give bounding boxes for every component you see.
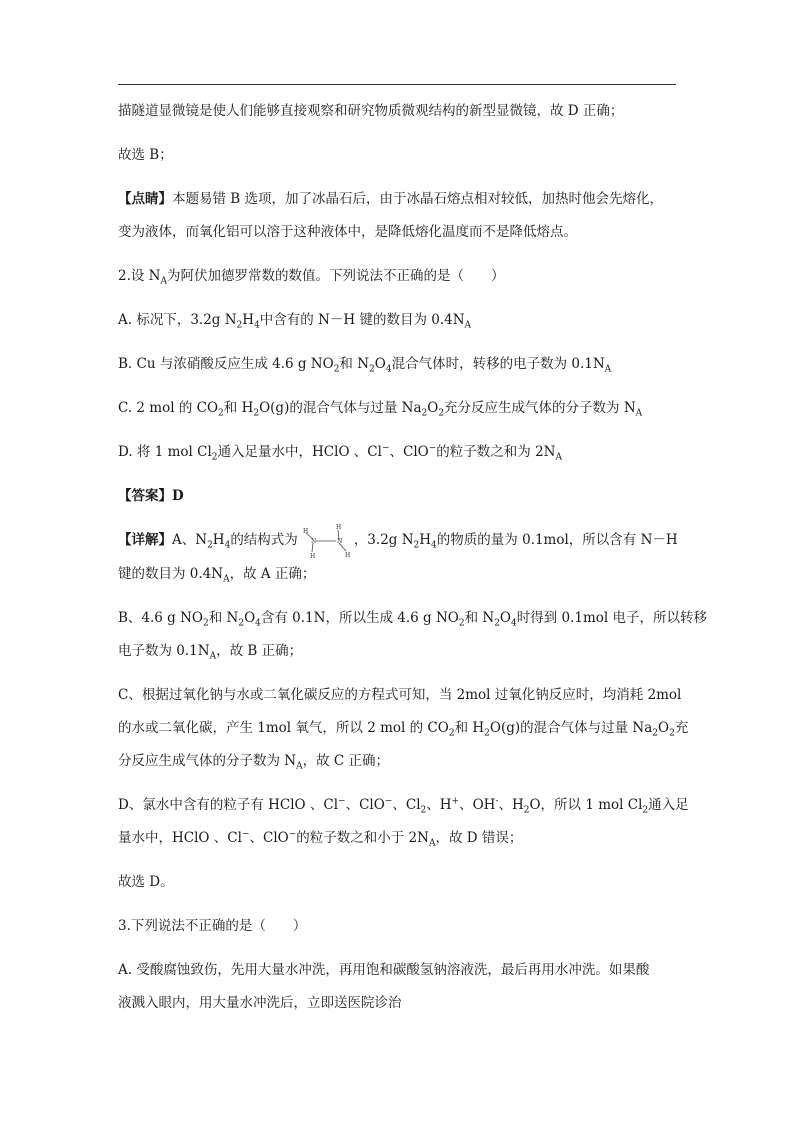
explanation-line <box>118 607 708 629</box>
text-run: 、OH <box>459 796 496 813</box>
tip-tag: 【点睛】 <box>118 191 172 207</box>
text-run: H <box>212 532 225 548</box>
subscript: 2 <box>652 728 659 739</box>
text-run: 的粒子数之和为 2N <box>436 444 556 460</box>
text-run: 的物质的量为 0.1mol，所以含有 N－H <box>436 532 678 548</box>
text-run: 混合气体时，转移的电子数为 0.1N <box>391 356 605 372</box>
atom-label: H <box>335 523 342 531</box>
text-run: 、ClO <box>249 829 289 846</box>
subscript: 4 <box>385 364 392 375</box>
subscript: 2 <box>484 728 490 739</box>
option-a <box>118 309 678 331</box>
subscript: A <box>428 838 436 849</box>
hydrazine-structure-diagram <box>302 521 350 561</box>
superscript: - <box>495 796 499 806</box>
subscript: 2 <box>523 805 530 816</box>
text-run: D、氯水中含有的粒子有 HClO 、Cl <box>118 796 339 813</box>
text-run: 分反应生成气体的分子数为 N <box>118 752 297 769</box>
subscript: 4 <box>431 540 437 551</box>
subscript: A <box>209 651 217 662</box>
subscript: 4 <box>254 320 260 331</box>
tip-line <box>118 188 678 210</box>
document-body <box>118 100 708 1014</box>
option-d <box>118 441 678 463</box>
subscript: 2 <box>333 364 340 375</box>
atom-label: H <box>302 527 309 535</box>
subscript: 2 <box>203 618 209 629</box>
subscript: A <box>604 364 612 375</box>
option-a-continued: 液溅入眼内，用大量水冲洗后，立即送医院诊治 <box>118 994 402 1011</box>
paragraph-line <box>118 144 678 166</box>
question-stem: 3.下列说法不正确的是（ ） <box>118 917 307 934</box>
superscript: − <box>288 829 297 839</box>
text-run: O <box>244 609 256 626</box>
text-run: O <box>499 609 511 626</box>
explanation-line <box>118 717 689 739</box>
text-run: 含有 0.1N，所以生成 4.6 g NO <box>260 609 459 626</box>
text-run: 键的数目为 0.4N <box>118 565 224 582</box>
subscript: 2 <box>207 540 213 551</box>
text-run: 电子数为 0.1N <box>118 642 210 659</box>
explanation-line <box>118 640 678 662</box>
atom-label: N <box>310 537 317 545</box>
subscript: 2 <box>438 408 445 419</box>
text-run: ，故 D 错误； <box>435 829 523 846</box>
option-b <box>118 353 678 375</box>
header-rule <box>118 84 676 85</box>
text-run: 、Cl <box>392 796 421 813</box>
answer-line: 【答案】D <box>118 488 184 504</box>
text-run: 的水或二氧化碳，产生 1mol 氧气，所以 2 mol 的 CO <box>118 719 449 736</box>
text-run: 充分反应生成气体的分子数为 N <box>444 400 636 416</box>
superscript: + <box>451 796 460 806</box>
paragraph-line <box>118 221 678 243</box>
text-run: 描隧道显微镜是使人们能够直接观察和研究物质微观结构的新型显微镜，故 D 正确； <box>118 103 624 119</box>
subscript: 2 <box>211 452 218 463</box>
subscript: 2 <box>458 618 465 629</box>
superscript: − <box>338 796 346 806</box>
atom-label: H <box>309 552 316 560</box>
text-run: 时得到 0.1mol 电子，所以转移 <box>516 609 708 626</box>
text-run: O <box>658 719 670 736</box>
option-a: A. 受酸腐蚀致伤，先用大量水冲洗，再用饱和碳酸氢钠溶液洗，最后再用水冲洗。如果酸 <box>118 961 650 978</box>
subscript: 2 <box>236 320 243 331</box>
text-run: 和 N <box>339 356 370 372</box>
subscript: 2 <box>413 540 420 551</box>
superscript: − <box>381 443 390 454</box>
subscript: A <box>464 320 472 331</box>
text-run: 和 H <box>454 719 485 736</box>
text-run: C、根据过氧化钠与水或二氧化碳反应的方程式可知，当 2mol 过氧化钠反应时，均消耗 2mol <box>118 686 682 703</box>
text-run: ，故 A 正确； <box>229 565 316 582</box>
text-run: O，所以 1 mol Cl <box>529 796 643 813</box>
subscript: 2 <box>420 805 427 816</box>
text-run: 通入足量水中，HClO 、Cl <box>217 444 382 460</box>
subscript: 2 <box>642 805 649 816</box>
text-run: 中含有的 N－H 键的数目为 0.4N <box>259 312 465 328</box>
subscript: 4 <box>224 540 231 551</box>
subscript: 2 <box>218 408 224 419</box>
text-run: 和 N <box>208 609 239 626</box>
subscript: A <box>555 452 562 463</box>
subscript: 4 <box>511 618 517 629</box>
text-run: ，故 C 正确； <box>302 752 390 769</box>
subscript: 2 <box>421 408 428 419</box>
text-run: H <box>242 312 255 328</box>
text-run: 、H <box>498 796 524 813</box>
superscript: − <box>428 443 437 454</box>
text-run: ，3.2g N <box>353 532 414 548</box>
text-run: 和 N <box>464 609 495 626</box>
conclusion-line: 故选 D。 <box>118 873 174 890</box>
subscript: 2 <box>238 618 245 629</box>
text-run: 变为液体，而氧化铝可以溶于这种液体中，是降低熔化温度而不是降低熔点。 <box>118 224 577 240</box>
text-run: O(g)的混合气体与过量 Na <box>489 719 653 736</box>
question-stem <box>118 265 678 287</box>
explanation-line <box>118 794 689 816</box>
text-run: 2.设 N <box>118 268 161 284</box>
paragraph-line <box>118 100 678 122</box>
atom-label: H <box>344 551 350 559</box>
text-run: 和 H <box>223 400 254 416</box>
subscript: 2 <box>669 728 675 739</box>
text-run: O(g)的混合气体与过量 Na <box>259 400 422 416</box>
superscript: − <box>241 829 250 839</box>
text-run: 的结构式为 <box>230 532 298 548</box>
text-run: 、ClO <box>345 796 385 813</box>
text-run: 量水中，HClO 、Cl <box>118 829 242 846</box>
explanation-line <box>118 520 678 561</box>
superscript: − <box>384 796 393 806</box>
text-run: 故选 B； <box>118 147 173 163</box>
text-run: ，故 B 正确； <box>216 642 303 659</box>
text-run: B. Cu 与浓硝酸反应生成 4.6 g NO <box>118 356 334 372</box>
text-run: H <box>419 532 432 548</box>
subscript: 2 <box>369 364 375 375</box>
text-run: D. 将 1 mol Cl <box>118 444 212 460</box>
text-run: 为阿伏加德罗常数的数值。下列说法不正确的是（ ） <box>166 268 505 284</box>
subscript: 4 <box>255 618 261 629</box>
text-run: 通入足 <box>648 796 689 813</box>
text-run: A. 标况下，3.2g N <box>118 312 237 328</box>
subscript: A <box>635 408 643 419</box>
text-run: 的粒子数之和小于 2N <box>296 829 429 846</box>
explanation-line <box>118 563 678 585</box>
text-run: 充 <box>674 719 689 736</box>
text-run: C. 2 mol 的 CO <box>118 400 219 416</box>
explanation-line <box>118 684 682 706</box>
text-run: O <box>374 356 386 372</box>
text-run: 、H <box>426 796 452 813</box>
subscript: A <box>296 761 303 772</box>
subscript: 2 <box>494 618 500 629</box>
text-run: A、N <box>172 532 208 548</box>
explanation-line <box>118 827 678 849</box>
text-run: B、4.6 g NO <box>118 609 203 626</box>
subscript: A <box>160 276 167 287</box>
atom-label: N <box>336 537 343 545</box>
subscript: A <box>223 574 230 585</box>
text-run: O <box>427 400 439 416</box>
subscript: 2 <box>448 728 455 739</box>
text-run: 、ClO <box>389 444 429 460</box>
explanation-line <box>118 750 678 772</box>
explanation-tag: 【详解】 <box>118 532 172 548</box>
subscript: 2 <box>253 408 260 419</box>
text-run: 本题易错 B 选项，加了冰晶石后，由于冰晶石熔点相对较低，加热时他会先熔化， <box>172 191 664 207</box>
option-c <box>118 397 678 419</box>
